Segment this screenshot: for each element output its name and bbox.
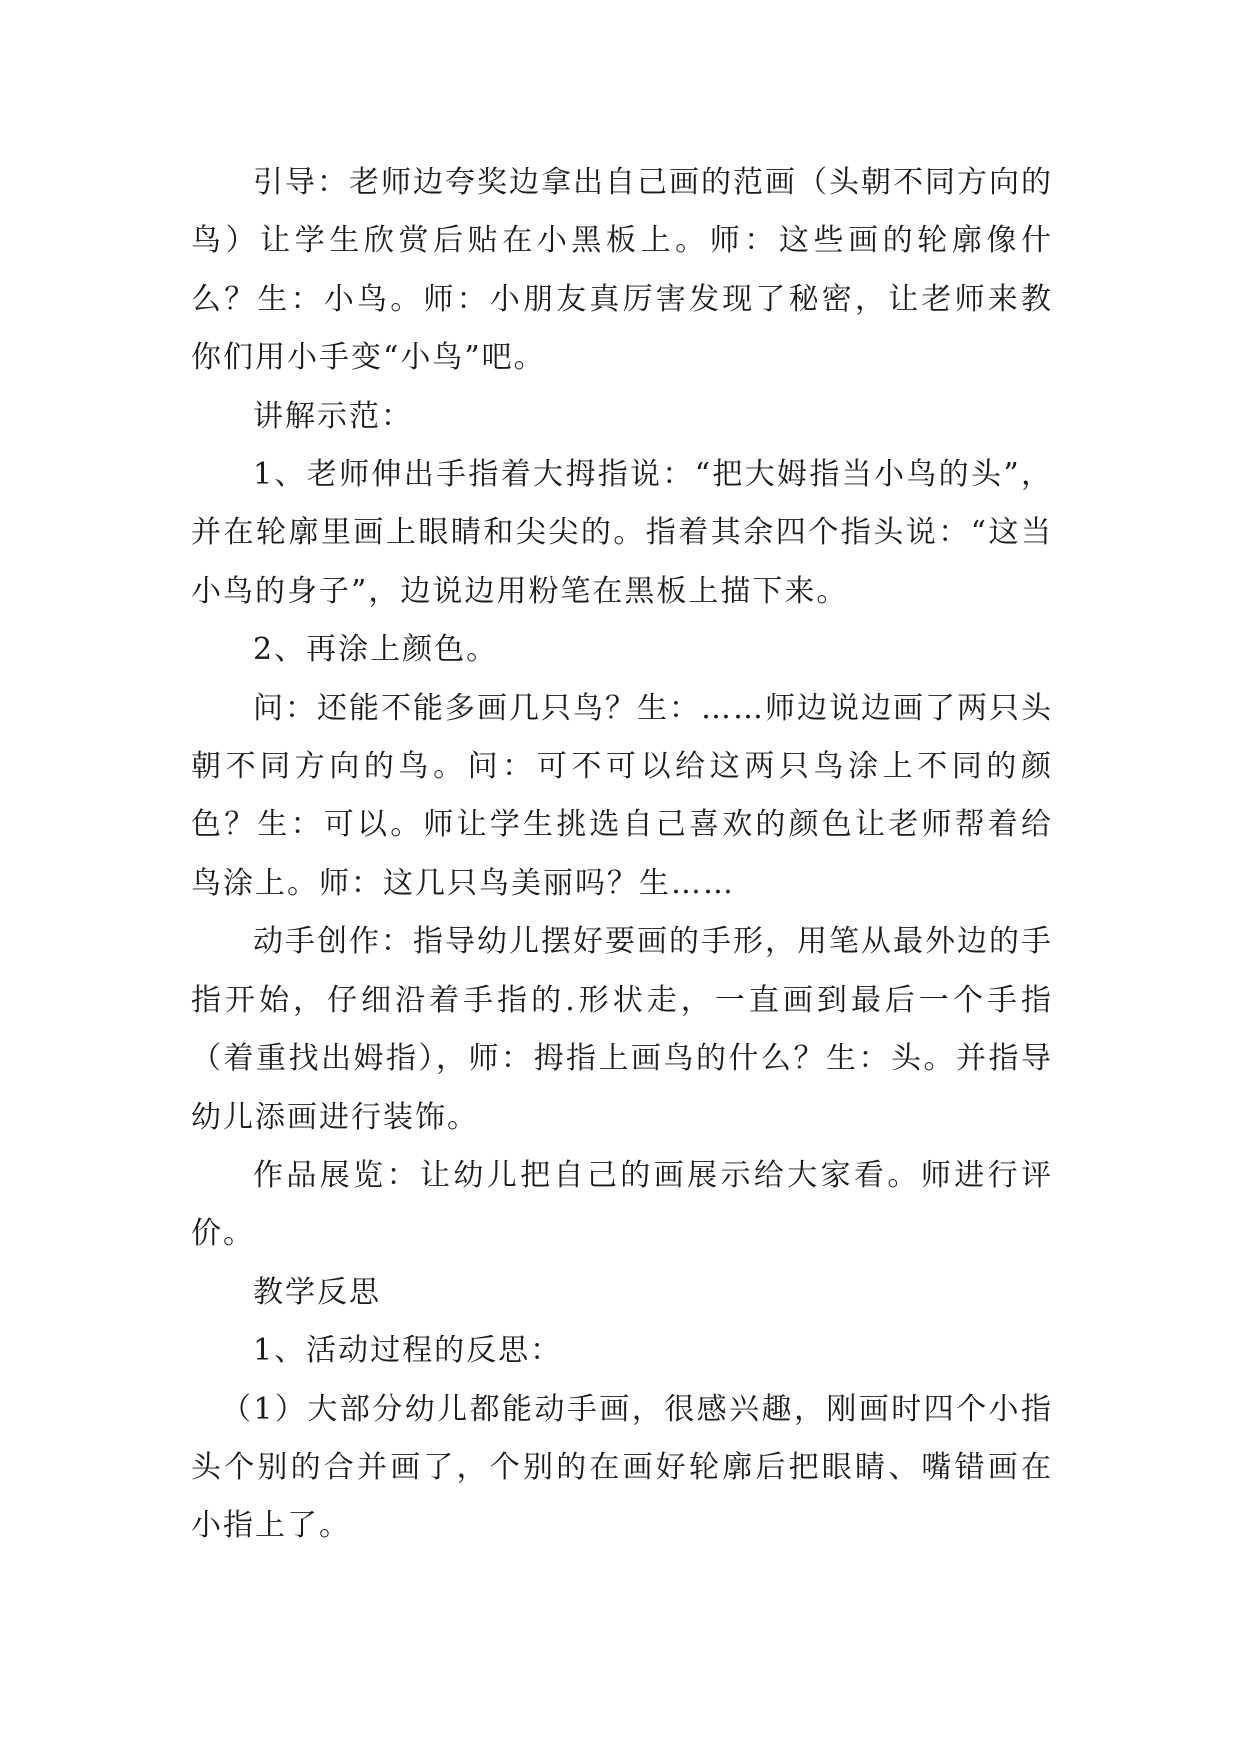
paragraph-demo-heading: 讲解示范：	[253, 398, 413, 434]
paragraph-step-2: 2、再涂上颜色。	[253, 632, 499, 668]
paragraph-hands-on: 动手创作：指导幼儿摆好要画的手形，用笔从最外边的手指开始，仔细沿着手指的.形状走，一直画到最后一个手指（着重找出姆指），师：拇指上画鸟的什么？生：头。并指导幼儿添画进行装饰。	[191, 924, 1053, 1135]
paragraph-introduction: 引导：老师边夸奖边拿出自己画的范画（头朝不同方向的鸟）让学生欣赏后贴在小黑板上。师：这些画的轮廓像什么？生：小鸟。师：小朋友真厉害发现了秘密，让老师来教你们用小手变“小鸟”吧。	[191, 165, 1053, 376]
paragraph-exhibition: 作品展览：让幼儿把自己的画展示给大家看。师进行评价。	[191, 1157, 1053, 1252]
paragraph-reflection-process: 1、活动过程的反思：	[253, 1333, 563, 1369]
paragraph-reflection-item-1: （1）大部分幼儿都能动手画，很感兴趣，刚画时四个小指头个别的合并画了，个别的在画好轮廓后把眼睛、嘴错画在小指上了。	[191, 1391, 1053, 1544]
paragraph-question: 问：还能不能多画几只鸟？生：……师边说边画了两只头朝不同方向的鸟。问：可不可以给这两只鸟涂上不同的颜色？生：可以。师让学生挑选自己喜欢的颜色让老师帮着给鸟涂上。师：这几只鸟美丽吗？生……	[191, 690, 1053, 901]
paragraph-step-1: 1、老师伸出手指着大拇指说：“把大姆指当小鸟的头”，并在轮廓里画上眼睛和尖尖的。指着其余四个指头说：“这当小鸟的身子”，边说边用粉笔在黑板上描下来。	[191, 457, 1053, 609]
paragraph-reflection-heading: 教学反思	[253, 1274, 381, 1310]
document-page	[191, 154, 1053, 1556]
